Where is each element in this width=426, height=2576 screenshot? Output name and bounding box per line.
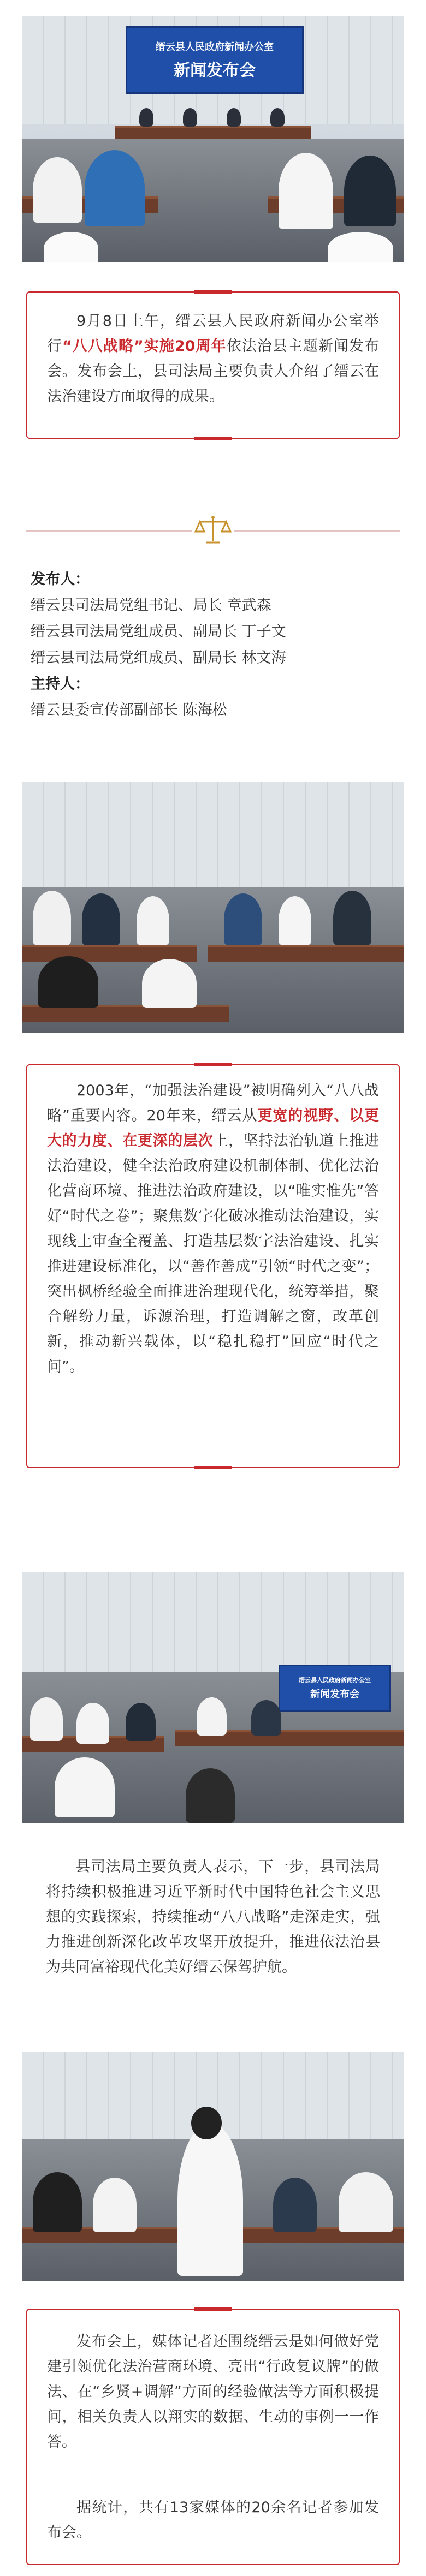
hall-banner-line2: 新闻发布会 [310,1689,359,1700]
publisher-item: 缙云县司法局党组书记、局长 章武森 [31,597,271,614]
intro-highlight: “八八战略”实施20周年 [62,338,227,355]
host-name: 缙云县委宣传部副部长 陈海松 [31,702,227,719]
closing-box [26,2309,400,2565]
speaker-list [31,567,402,724]
photo-audience [22,782,404,1033]
publisher-item: 缙云县司法局党组成员、副局长 林文海 [31,649,286,666]
closing-paragraph-1: 发布会上，媒体记者还围绕缙云是如何做好党建引领优化法治营商环境、亮出“行政复议牌”的做法、在“乡贤+调解”方面的经验做法等方面积极提问，相关负责人以翔实的数据、生动的事例一一作答。 [47,2333,379,2450]
body-paragraph-1 [47,1078,379,1380]
publishers-heading: 发布人： [31,571,90,588]
host-heading: 主持人： [31,676,90,693]
stage-banner [126,26,304,94]
photo-wide-hall [22,1572,404,1823]
body1-highlight: 更宽的视野、以更大的力度、在更深的层次 [47,1107,380,1149]
body-box-1 [26,1064,400,1468]
body1-part1: 2003年，“加强法治建设”被明确列入“八八战略”重要内容。20年来，缙云从 [47,1082,379,1124]
intro-rest: 依法治县主题新闻发布会。发布会上，县司法局主要负责人介绍了缙云在法治建设方面取得的成果。 [47,338,379,405]
photo-reporter-speaking [22,2052,404,2281]
scales-of-justice-icon [192,514,234,547]
banner-line2: 新闻发布会 [174,61,256,80]
publisher-item: 缙云县司法局党组成员、副局长 丁子文 [31,623,286,640]
body1-part2: 上，坚持法治轨道上推进法治建设，健全法治政府建设机制体制、优化法治化营商环境、推进法治政府建设，以“唯实惟先”答好“时代之卷”；聚焦数字化破冰推动法治建设，实现线上审查全覆盖、打造基层数字法治建设、扎实推进建设标准化，以“善作善成”引领“时代之变”；突出枫桥经验全面推进治理现代化，统筹举措，聚合解纷力量，诉源治理，打造调解之窗，改革创新，推动新兴载体，以“稳扎稳打”回应“时代之问”。 [47,1132,380,1375]
hall-banner [279,1665,391,1712]
body-paragraph-2: 县司法局主要负责人表示，下一步，县司法局将持续积极推进习近平新时代中国特色社会主义思想的实践探索，持续推动“八八战略”走深走实，强力推进创新深化改革攻坚开放提升，推进依法治县为共同富裕现代化美好缙云保驾护航。 [46,1858,380,1976]
intro-paragraph [47,309,379,409]
intro-box [26,291,400,439]
intro-date-text: 9月8日上午，缙云县人民政府新闻办公室举行 [47,313,379,355]
photo-press-conference-stage [22,16,404,262]
hall-banner-line1: 缙云县人民政府新闻办公室 [299,1677,371,1684]
banner-line1: 缙云县人民政府新闻办公室 [156,41,274,53]
closing-paragraph-2: 据统计，共有13家媒体的20余名记者参加发布会。 [47,2499,379,2541]
